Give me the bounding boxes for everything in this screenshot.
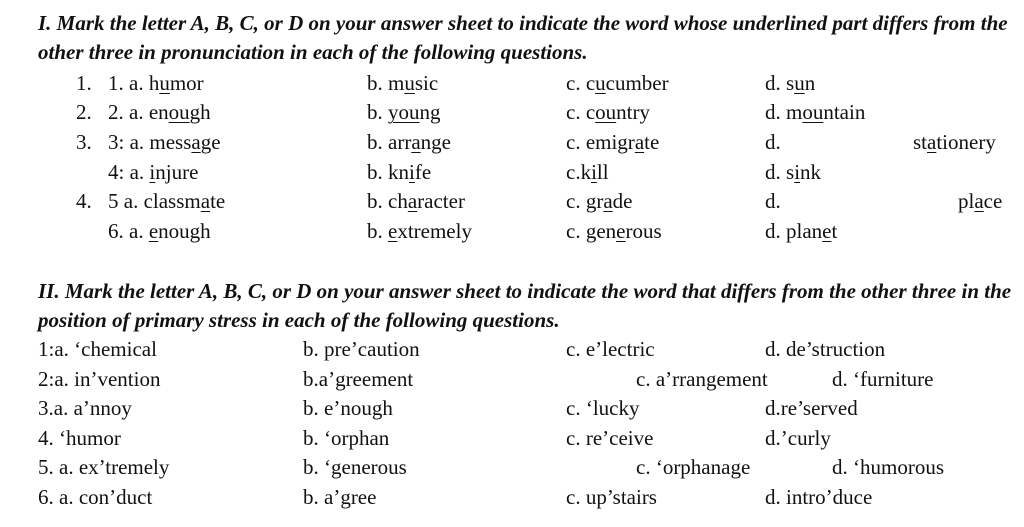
section1-row-1	[0, 68, 1024, 98]
section1-row-5	[0, 186, 1024, 216]
option-d: d.re’served	[765, 396, 858, 420]
option-d: d. sink	[765, 160, 822, 184]
section2-row-5	[0, 452, 1024, 482]
option-c: c. ‘orphanage	[636, 455, 751, 479]
option-a: 2. a. enough	[108, 100, 211, 124]
option-c: c. e’lectric	[566, 337, 655, 361]
option-b: b. ‘orphan	[303, 426, 390, 450]
option-d: d. mountain	[765, 100, 866, 124]
option-c: c. ‘lucky	[566, 396, 640, 420]
option-c: c. generous	[566, 219, 662, 243]
section2-row-6	[0, 482, 1024, 512]
option-b: b. music	[367, 71, 439, 95]
option-b: b.a’greement	[303, 367, 414, 391]
section1-heading: I. Mark the letter A, B, C, or D on your answer sheet to indicate the word whose underlined part differs from the other three in pronunciation in each of the following questions.	[38, 11, 1008, 64]
option-b: b. ‘generous	[303, 455, 407, 479]
section2-row-1	[0, 334, 1024, 364]
section1-row-6	[0, 216, 1024, 246]
question-number: 2.	[76, 100, 92, 124]
option-a: 1. a. humor	[108, 71, 204, 95]
question-number: 3.	[76, 130, 92, 154]
option-b: b. pre’caution	[303, 337, 420, 361]
option-d: d. ‘furniture	[832, 367, 934, 391]
option-c: c. a’rrangement	[636, 367, 768, 391]
option-d-word: place	[958, 189, 1003, 213]
option-a: 6. a. con’duct	[38, 485, 153, 509]
option-a: 4. ‘humor	[38, 426, 121, 450]
option-d: d. ‘humorous	[832, 455, 944, 479]
option-c: c. emigrate	[566, 130, 660, 154]
option-b: b. a’gree	[303, 485, 377, 509]
section1-row-2	[0, 97, 1024, 127]
option-b: b. extremely	[367, 219, 472, 243]
option-d: d. planet	[765, 219, 838, 243]
option-c: c.kill	[566, 160, 609, 184]
option-a: 5. a. ex’tremely	[38, 455, 170, 479]
option-d: d.	[765, 189, 781, 213]
option-a: 5 a. classmate	[108, 189, 226, 213]
option-a: 3.a. a’nnoy	[38, 396, 132, 420]
question-number: 4.	[76, 189, 92, 213]
question-number: 1.	[76, 71, 92, 95]
option-d: d. sun	[765, 71, 816, 95]
option-d: d.’curly	[765, 426, 831, 450]
section1-row-3	[0, 127, 1024, 157]
option-b: b. arrange	[367, 130, 451, 154]
option-a: 6. a. enough	[108, 219, 211, 243]
section2-row-3	[0, 393, 1024, 423]
option-b: b. character	[367, 189, 465, 213]
option-b: b. young	[367, 100, 441, 124]
option-b: b. knife	[367, 160, 432, 184]
section1-row-4	[0, 157, 1024, 187]
option-d-word: stationery	[913, 130, 996, 154]
option-b: b. e’nough	[303, 396, 393, 420]
option-d: d.	[765, 130, 781, 154]
option-c: c. grade	[566, 189, 633, 213]
option-c: c. cucumber	[566, 71, 669, 95]
option-c: c. re’ceive	[566, 426, 654, 450]
option-c: c. up’stairs	[566, 485, 657, 509]
section2-row-2	[0, 364, 1024, 394]
option-a: 4: a. injure	[108, 160, 199, 184]
section2-heading: II. Mark the letter A, B, C, or D on your answer sheet to indicate the word that differs from the other three in the position of primary stress in each of the following questions.	[38, 279, 1012, 332]
option-d: d. intro’duce	[765, 485, 873, 509]
option-c: c. country	[566, 100, 650, 124]
option-a: 1:a. ‘chemical	[38, 337, 157, 361]
option-a: 2:a. in’vention	[38, 367, 161, 391]
section2-row-4	[0, 423, 1024, 453]
option-d: d. de’struction	[765, 337, 886, 361]
option-a: 3: a. message	[108, 130, 221, 154]
